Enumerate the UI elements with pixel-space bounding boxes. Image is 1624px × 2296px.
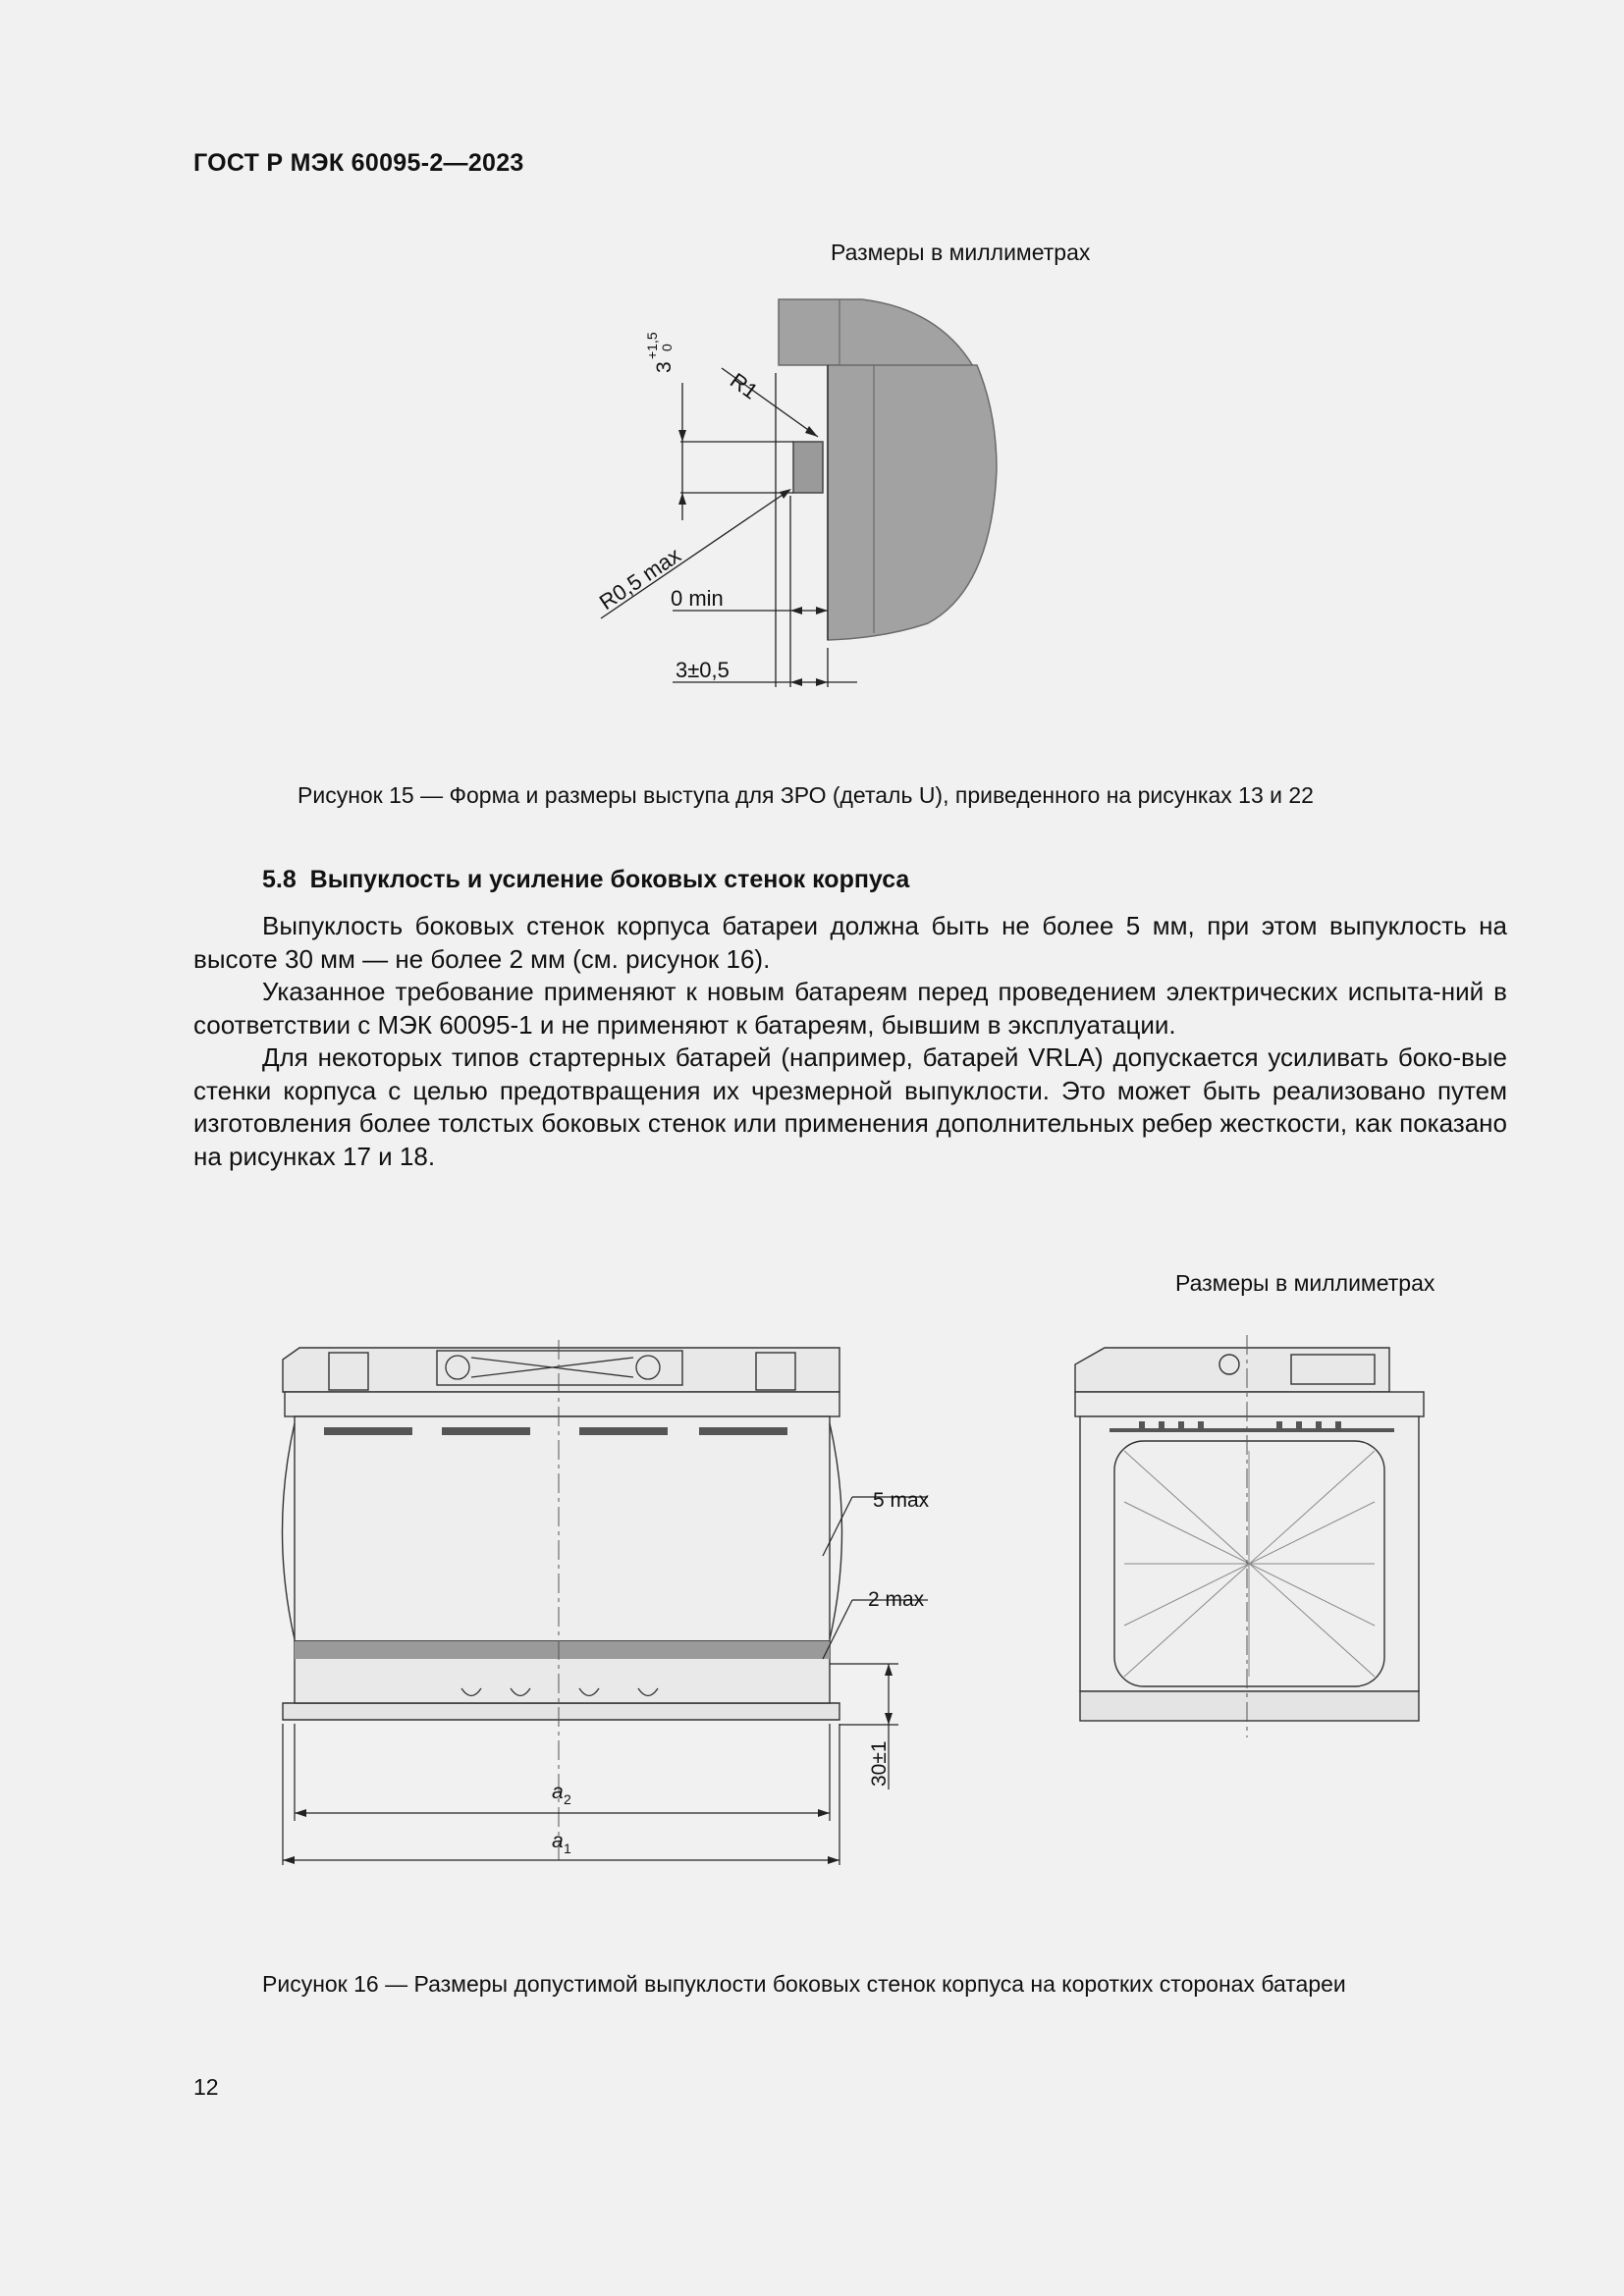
fig15-lug [793,442,823,493]
document-header: ГОСТ Р МЭК 60095-2—2023 [193,149,524,177]
paragraph-3: Для некоторых типов стартерных батарей (например, батарей VRLA) допускается усиливать боко-вые стенки корпуса с целью предотвращения их чрезмерной выпуклости. Это может быть реализовано путем изготовления более толстых боковых стенок или применения дополнительных ребер жесткости, как показано на рисунках 17 и 18. [193,1042,1507,1171]
figure16-front-view [265,1330,952,1880]
fig15-label-tol-upper: +1,5 [644,332,660,359]
section-body [193,910,1507,1173]
fig15-label-3: 3±0,5 [676,658,730,682]
figure15-drawing [569,285,1021,707]
figure15-caption: Рисунок 15 — Форма и размеры выступа для ЗРО (деталь U), приведенного на рисунках 13 и 22 [298,782,1314,808]
fig16-label-2max: 2 max [868,1588,925,1611]
fig15-label-r05: R0,5 max [594,542,685,615]
section-number: 5.8 [262,866,297,893]
paragraph-2: Указанное требование применяют к новым батареям перед проведением электрических испыта-ний в соответствии с МЭК 60095-1 и не применяют к батареям, бывшим в эксплуатации. [193,977,1507,1040]
section-heading [262,866,909,894]
page-number: 12 [193,2074,219,2100]
fig15-label-tol-lower: 0 [659,344,675,351]
figure16-caption: Рисунок 16 — Размеры допустимой выпуклости боковых стенок корпуса на коротких сторонах батареи [262,1971,1346,1997]
section-title: Выпуклость и усиление боковых стенок корпуса [309,866,910,893]
fig15-label-r1: R1 [726,367,763,404]
figure16-units-note: Размеры в миллиметрах [1175,1270,1435,1296]
figure16-side-view [1060,1330,1434,1742]
fig15-label-tol-base: 3 [653,361,676,373]
figure15-units-note: Размеры в миллиметрах [831,240,1091,265]
fig16-label-30: 30±1 [868,1740,891,1787]
fig15-cap-shape [779,299,977,373]
fig16-label-a2: a [552,1781,564,1803]
fig16-label-a1: a [552,1830,564,1852]
fig16-label-a1-sub: 1 [564,1841,571,1856]
fig15-label-0min: 0 min [671,586,724,611]
fig15-housing-shape [828,365,997,640]
fig16-label-5max: 5 max [873,1489,930,1512]
paragraph-1: Выпуклость боковых стенок корпуса батареи должна быть не более 5 мм, при этом выпуклость на высоте 30 мм — не более 2 мм (см. рисунок 16). [193,911,1507,974]
fig16-label-a2-sub: 2 [564,1791,571,1807]
